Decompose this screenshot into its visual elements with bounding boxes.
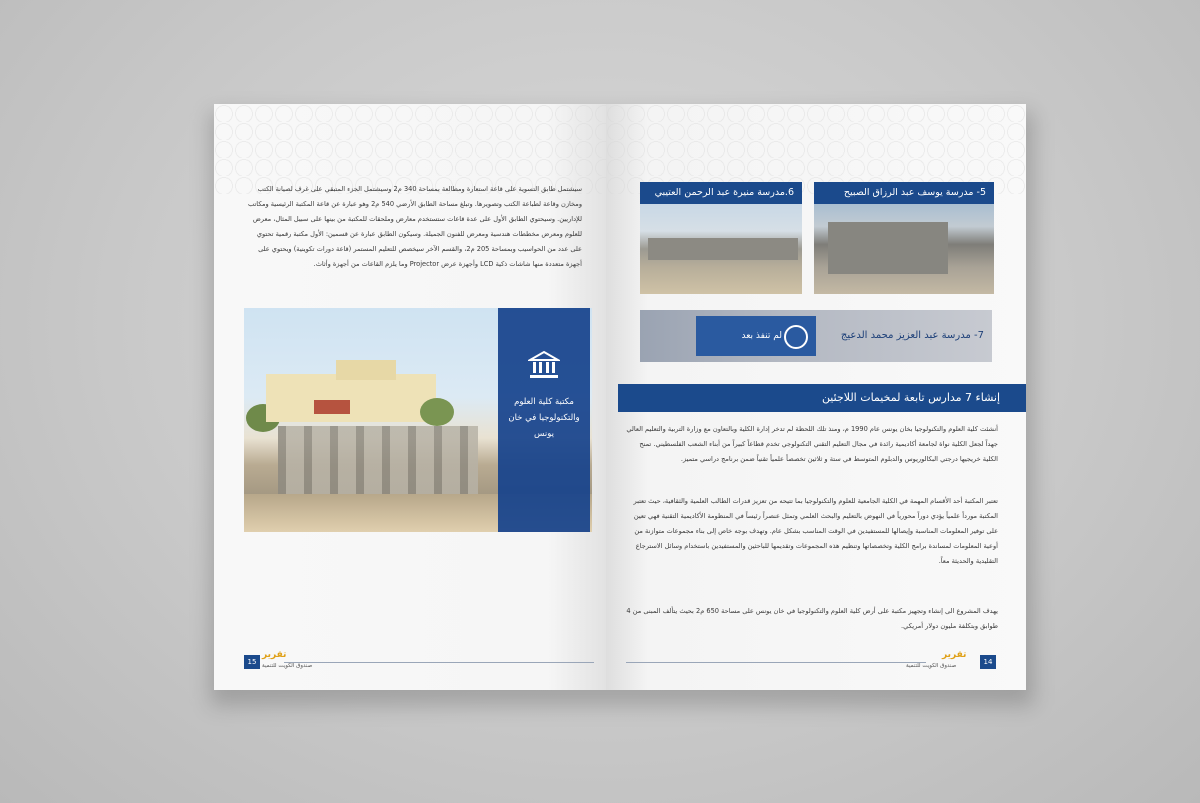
clock-icon — [784, 325, 808, 349]
footer-report-title: تقرير — [262, 650, 287, 660]
page-number-15: 15 — [244, 655, 260, 669]
school-6-structure — [648, 238, 798, 260]
right-paragraph-3: يهدف المشروع الى إنشاء وتجهيز مكتبة على أرض كلية العلوم والتكنولوجيا في خان يونس على مساحة 650 م2 بحيث يتألف المبنى من 4 طوابق وبتكلفة مليون دولار أمريكي. — [626, 607, 998, 630]
school-card-6-title: 6.مدرسة منيرة عبد الرحمن العتيبي — [640, 182, 802, 204]
footer-fund-name: صندوق الكويت للتنمية — [262, 663, 313, 669]
hex-pattern — [606, 104, 1026, 194]
pending-status-box — [696, 316, 816, 356]
section-heading: إنشاء 7 مدارس تابعة لمخيمات اللاجئين — [618, 384, 1026, 412]
page-number-14: 14 — [980, 655, 996, 669]
left-page — [214, 104, 606, 690]
school-6-photo — [640, 204, 802, 294]
school-card-5 — [814, 182, 994, 294]
footer-divider — [626, 662, 926, 663]
right-page — [606, 104, 1026, 690]
pending-status-text: لم تنفذ بعد — [741, 331, 782, 341]
school-card-6 — [640, 182, 802, 294]
right-paragraph-1: أنشئت كلية العلوم والتكنولوجيا بخان يونس عام 1990 م، ومنذ تلك اللحظة لم تدخر إدارة الكلية وبالتعاون مع وزارة التربية والتعليم العالي جهداً لجعل الكلية نواة لجامعة أكاديمية رائدة في مجال التعليم التقني التكنولوجي تخدم قطاعاً كبيراً من أبناء الشعب الفلسطيني. تمنح الكلية خريجيها درجتي البكالوريوس والدبلوم المتوسط في ستة و ثلاثين تخصصاً علمياً تقنياً ضمن برنامج دراسي متميز. — [626, 425, 998, 463]
concrete-frame — [278, 426, 478, 500]
school-5-photo — [814, 204, 994, 294]
school-card-7-pending — [640, 310, 992, 362]
building-roof — [314, 400, 350, 414]
photo-caption-panel — [498, 308, 590, 532]
school-card-5-title: 5- مدرسة يوسف عبد الرزاق الصبيح — [814, 182, 994, 204]
left-page-paragraph: سيشتمل طابق التسوية على قاعة استعارة ومطالعة بمساحة 340 م2 وسيشتمل الجزء المتبقي على غرف لصيانة الكتب ومخازن وقاعة لطباعة الكتب وتصويرها. وتبلغ مساحة الطابق الأرضي 540 م2 وهو عبارة عن قاعة المكتبة الرئيسية ومكاتب للإداريين. وسيحتوي الطابق الأول على عدة قاعات ستستخدم معارض وملحقات للمكتبة من بينها على سبيل المثال، معرض للعلوم ومعرض مخططات هندسية ومعرض للفنون الجميلة. وسيكون الطابق عبارة عن قسمين: الأول مكتبة رقمية تحتوي على عدد من الحواسيب وبمساحة 205 م2، والقسم الآخر سيخصص للتعليم المستمر (قاعة دورات تكوينية) ويحتوي على أجهزة متعددة منها شاشات ذكية LCD وأجهزة عرض Projector وما يلزم القاعات من أجهزة وأثاث. — [248, 185, 582, 268]
footer-divider — [284, 662, 594, 663]
building — [266, 374, 436, 422]
right-paragraph-2: تعتبر المكتبة أحد الأقسام المهمة في الكلية الجامعية للعلوم والتكنولوجيا بما تتيحه من تعزيز قدرات الطالب العلمية والثقافية، حيث تعتبر المكتبة مورداً علمياً يؤدي دوراً محورياً في النهوض بالتعليم والبحث العلمي وتمثل عنصراً رئيساً في المنظومة الأكاديمية التقنية فهي تعين على توفير المعلومات المناسبة وإيصالها للمستفيدين في الوقت المناسب بشكل عام. وتهدف بوجه خاص إلى بناء مجموعات متوازنة من أوعية المعلومات لمساندة برامج الكلية وتخصصاتها وتنظيم هذه المجموعات وتقديمها للباحثين والمستفيدين باستخدام وسائل الاسترجاع التقليدية والحديثة معاً. — [633, 497, 998, 565]
footer-fund-name: صندوق الكويت للتنمية — [906, 663, 957, 669]
school-5-building — [828, 222, 948, 274]
building-tower — [336, 360, 396, 380]
hex-pattern — [214, 104, 606, 194]
footer-report-title: تقرير — [942, 650, 967, 660]
library-building-icon — [528, 350, 560, 380]
photo-caption: مكتبة كلية العلوم والتكنولوجيا في خان يونس — [508, 397, 580, 439]
school-card-7-title: 7- مدرسة عبد العزيز محمد الدعيج — [840, 330, 984, 341]
tree — [420, 398, 454, 426]
